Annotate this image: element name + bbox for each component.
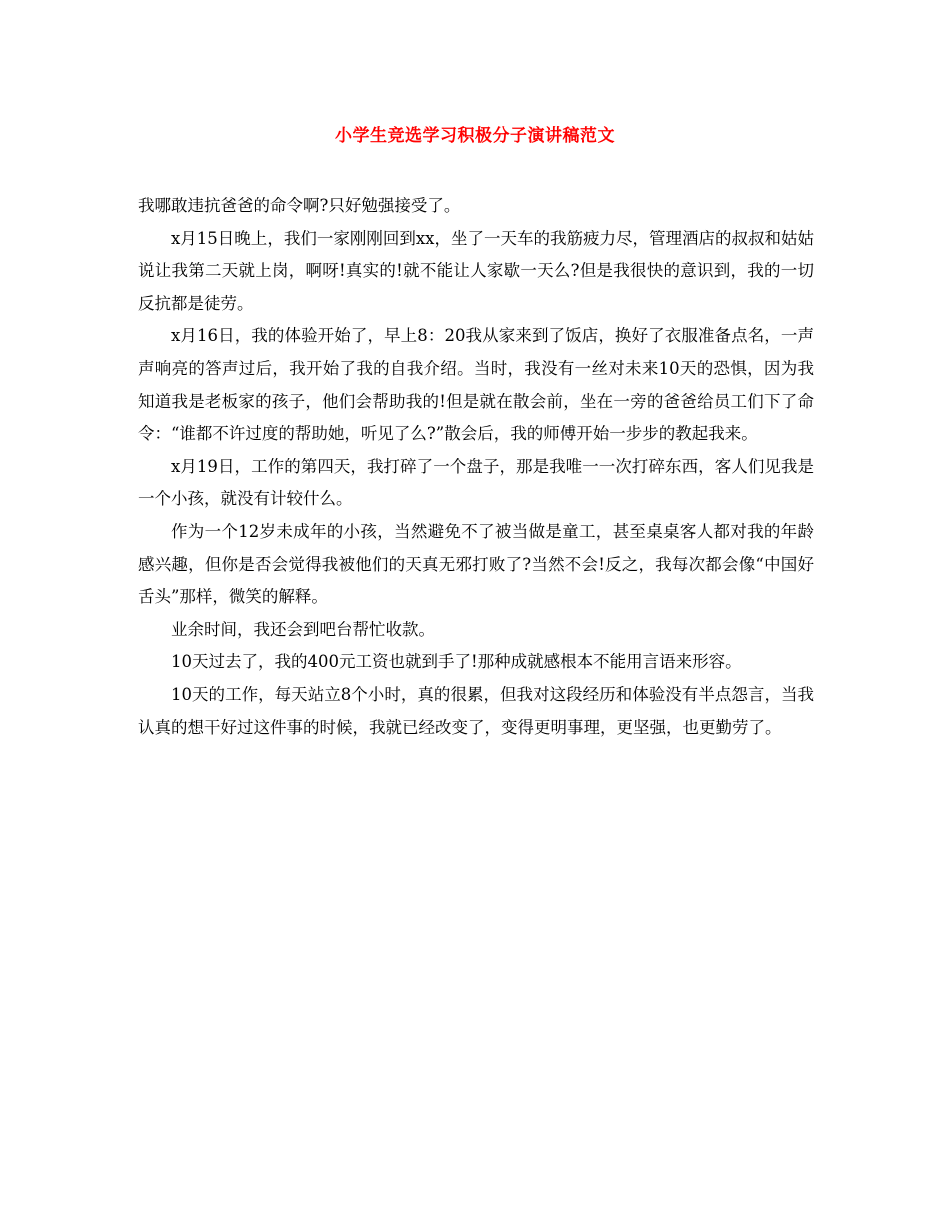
document-body xyxy=(138,190,814,744)
paragraph-1: 我哪敢违抗爸爸的命令啊?只好勉强接受了。 xyxy=(138,196,461,215)
paragraph-8: 10天的工作，每天站立8个小时，真的很累，但我对这段经历和体验没有半点怨言，当我认真的想干好过这件事的时候，我就已经改变了，变得更明事理，更坚强，也更勤劳了。 xyxy=(138,684,814,737)
paragraph-7: 10天过去了，我的400元工资也就到手了!那种成就感根本不能用言语来形容。 xyxy=(171,652,742,672)
paragraph-6: 业余时间，我还会到吧台帮忙收款。 xyxy=(171,619,435,639)
paragraph-5: 作为一个12岁未成年的小孩，当然避免不了被当做是童工，甚至桌桌客人都对我的年龄感兴趣，但你是否会觉得我被他们的天真无邪打败了?当然不会!反之，我每次都会像“中国好舌头”那样，微笑的解释。 xyxy=(138,521,814,607)
document-title: 小学生竞选学习积极分子演讲稿范文 xyxy=(335,126,615,146)
paragraph-3: x月16日，我的体验开始了，早上8：20我从家来到了饭店，换好了衣服准备点名，一声声响亮的答声过后，我开始了我的自我介绍。当时，我没有一丝对未来10天的恐惧，因为我知道我是老板家的孩子，他们会帮助我的!但是就在散会前，坐在一旁的爸爸给员工们下了命令：“谁都不许过度的帮助她，听见了么?”散会后，我的师傅开始一步步的教起我来。 xyxy=(138,326,814,444)
paragraph-2: x月15日晚上，我们一家刚刚回到xx，坐了一天车的我筋疲力尽，管理酒店的叔叔和姑姑说让我第二天就上岗，啊呀!真实的!就不能让人家歇一天么?但是我很快的意识到，我的一切反抗都是徒劳。 xyxy=(138,228,814,313)
paragraph-4: x月19日，工作的第四天，我打碎了一个盘子，那是我唯一一次打碎东西，客人们见我是一个小孩，就没有计较什么。 xyxy=(138,456,814,509)
